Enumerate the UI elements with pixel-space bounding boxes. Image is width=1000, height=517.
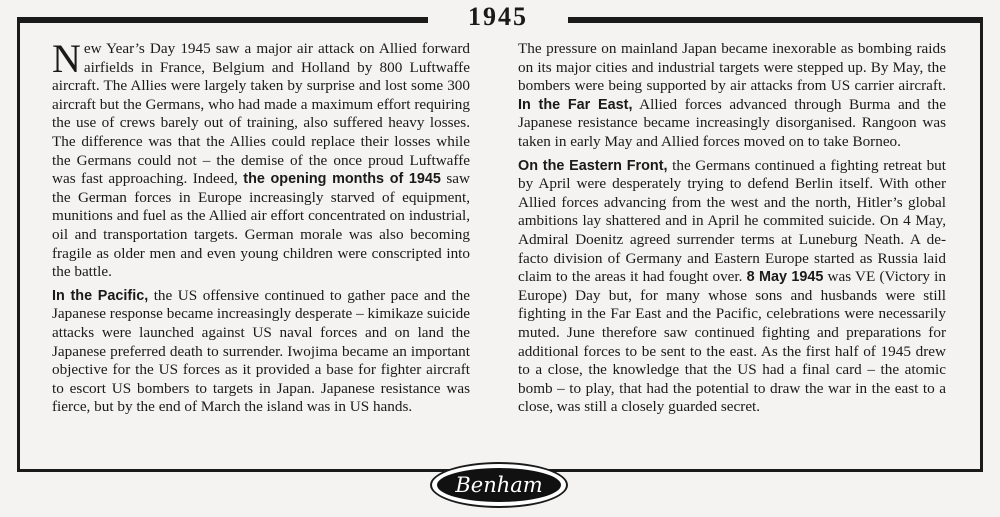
bold-phrase: 8 May 1945 <box>746 269 824 286</box>
paragraph-text: ew Year’s Day 1945 saw a major air attack on Allied forward airfields in France, Belgium and Holland by 800 Luftwaffe aircraft. The Allies were largely taken by surprise and lost some 300 aircraft but the Germans, who had made a maximum effort requiring the use of crews barely out of training, also suffered heavy losses. The difference was that the Allies could replace their losses while the Germans could not – the demise of the once proud Luftwaffe was fast approaching. Indeed, <box>52 40 470 188</box>
paragraph-eastern-front <box>518 157 946 417</box>
page-title: 1945 <box>468 2 528 31</box>
paragraph-japan <box>518 40 946 152</box>
left-column <box>52 36 470 422</box>
paragraph-pacific <box>52 287 470 417</box>
bold-phrase: On the Eastern Front, <box>518 157 668 174</box>
drop-cap: N <box>52 36 81 81</box>
paragraph-text: The pressure on mainland Japan became inexorable as bombing raids on its major cities and industrial targets were stepped up. By May, the bombers were being supported by air attacks from US carrier aircraft. <box>518 40 946 95</box>
paragraph-text: saw the German forces in Europe increasingly starved of equipment, munitions and fuel as the Allied air effort concentrated on industrial, oil and transportation targets. German morale was also becoming fragile as older men and even young children were conscripted into the battle. <box>52 170 470 281</box>
bold-phrase: In the Pacific, <box>52 287 149 304</box>
paragraph-text: the US offensive continued to gather pace and the Japanese response became increasingly desperate – kimikaze suicide attacks were launched against US naval forces and on land the Japanese preferred death to surrender. Iwojima became an important objective for the US forces as it provided a base for fighter aircraft to escort US bombers to targets in Japan. Japanese resistance was fierce, but by the end of March the island was in US hands. <box>52 286 470 416</box>
top-rule-left <box>17 17 428 23</box>
right-column <box>518 40 946 422</box>
paragraph-new-years-day <box>52 36 470 282</box>
bold-phrase: In the Far East, <box>518 96 633 113</box>
paragraph-text: the Germans continued a fighting retreat but by April were desperately trying to defend Berlin itself. With other Allied forces advancing from the west and the north, Hitler’s global ambitions lay shattered and in April he commited suicide. On 4 May, Admiral Doenitz agreed surrender terms at Luneburg Neath. A de-facto division of Germany and Eastern Europe started as Russia laid claim to the areas it had fought over. <box>518 156 946 286</box>
paragraph-text: was VE (Victory in Europe) Day but, for many whose sons and husbands were still fighting in the Far East and the Pacific, celebrations were necessarily muted. June therefore saw continued fighting and preparations for additional forces to be sent to the east. As the first half of 1945 drew to a close, the knowledge that the US had a final card – the atomic bomb – to play, that had the potential to draw the war in the east to a close, was still a closely guarded secret. <box>518 268 946 416</box>
top-rule-right <box>568 17 983 23</box>
bold-phrase: the opening months of 1945 <box>243 171 441 188</box>
benham-logo <box>430 462 568 508</box>
benham-logo-text: Benham <box>437 468 561 502</box>
paragraph-text: Allied forces advanced through Burma and the Japanese resistance became increasingly disorganised. Rangoon was taken in early May and Allied forces moved on to take Borneo. <box>518 95 946 150</box>
